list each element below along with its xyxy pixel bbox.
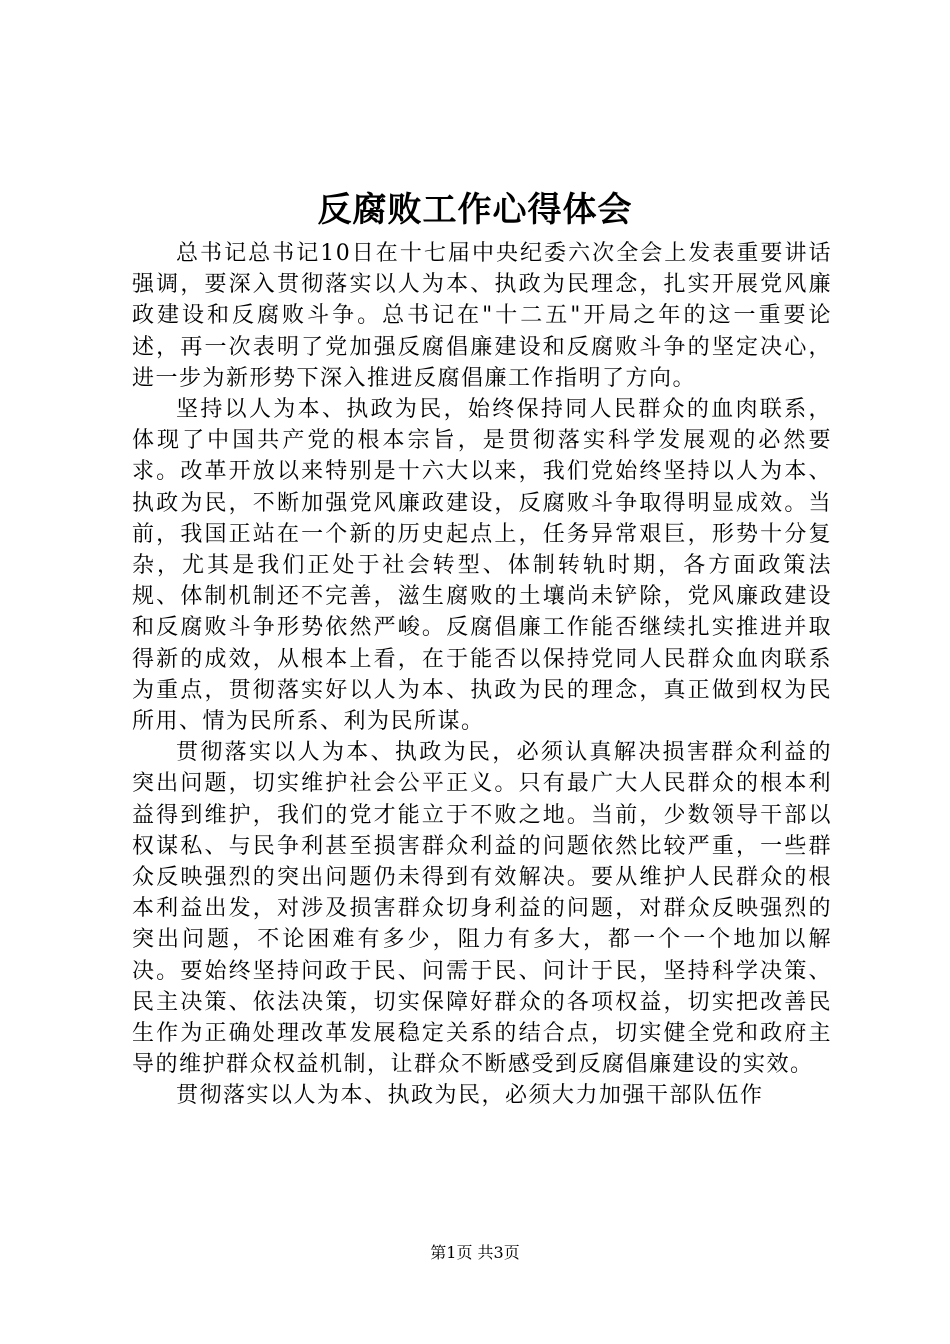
paragraph-1: 总书记总书记10日在十七届中央纪委六次全会上发表重要讲话强调，要深入贯彻落实以人为本、执政为民理念，扎实开展党风廉政建设和反腐败斗争。总书记在"十二五"开局之年的这一重要论述，再一次表明了党加强反腐倡廉建设和反腐败斗争的坚定决心，进一步为新形势下深入推进反腐倡廉工作指明了方向。 xyxy=(132,241,832,391)
paragraph-4: 贯彻落实以人为本、执政为民，必须大力加强干部队伍作 xyxy=(176,1083,764,1109)
paragraph-3: 贯彻落实以人为本、执政为民，必须认真解决损害群众利益的突出问题，切实维护社会公平正义。只有最广大人民群众的根本利益得到维护，我们的党才能立于不败之地。当前，少数领导干部以权谋私、与民争利甚至损害群众利益的问题依然比较严重，一些群众反映强烈的突出问题仍未得到有效解决。要从维护人民群众的根本利益出发，对涉及损害群众切身利益的问题，对群众反映强烈的突出问题，不论困难有多少，阻力有多大，都一个一个地加以解决。要始终坚持问政于民、问需于民、问计于民，坚持科学决策、民主决策、依法决策，切实保障好群众的各项权益，切实把改善民生作为正确处理改革发展稳定关系的结合点，切实健全党和政府主导的维护群众权益机制，让群众不断感受到反腐倡廉建设的实效。 xyxy=(132,740,832,1078)
page-number-footer: 第1页 共3页 xyxy=(430,1243,520,1262)
document-body xyxy=(132,238,832,1112)
document-title: 反腐败工作心得体会 xyxy=(317,190,633,230)
paragraph-2: 坚持以人为本、执政为民，始终保持同人民群众的血肉联系，体现了中国共产党的根本宗旨，是贯彻落实科学发展观的必然要求。改革开放以来特别是十六大以来，我们党始终坚持以人为本、执政为民，不断加强党风廉政建设，反腐败斗争取得明显成效。当前，我国正站在一个新的历史起点上，任务异常艰巨，形势十分复杂，尤其是我们正处于社会转型、体制转轨时期，各方面政策法规、体制机制还不完善，滋生腐败的土壤尚未铲除，党风廉政建设和反腐败斗争形势依然严峻。反腐倡廉工作能否继续扎实推进并取得新的成效，从根本上看，在于能否以保持党同人民群众血肉联系为重点，贯彻落实好以人为本、执政为民的理念，真正做到权为民所用、情为民所系、利为民所谋。 xyxy=(132,397,832,735)
